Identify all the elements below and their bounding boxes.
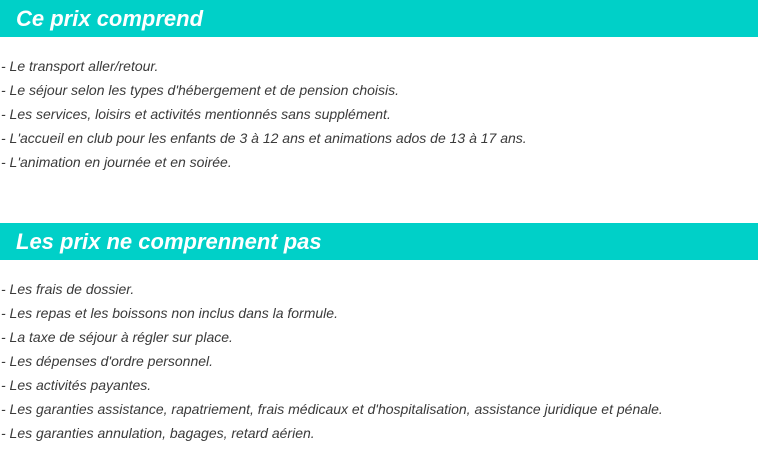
list-item: - L'accueil en club pour les enfants de 3 à 12 ans et animations ados de 13 à 17 ans. — [1, 130, 527, 146]
list-item: - L'animation en journée et en soirée. — [1, 154, 232, 170]
includes-list — [1, 54, 527, 174]
list-item: - Les dépenses d'ordre personnel. — [1, 353, 214, 369]
list-item: - Les frais de dossier. — [1, 281, 135, 297]
list-item: - Les garanties annulation, bagages, retard aérien. — [1, 425, 315, 441]
excludes-list — [1, 277, 663, 445]
list-item: - Les activités payantes. — [1, 377, 152, 393]
list-item: - Les repas et les boissons non inclus dans la formule. — [1, 305, 338, 321]
includes-section-title: Ce prix comprend — [0, 0, 758, 37]
list-item: - La taxe de séjour à régler sur place. — [1, 329, 233, 345]
list-item: - Les services, loisirs et activités mentionnés sans supplément. — [1, 106, 391, 122]
list-item: - Le séjour selon les types d'hébergement et de pension choisis. — [1, 82, 400, 98]
list-item: - Le transport aller/retour. — [1, 58, 159, 74]
excludes-section-title: Les prix ne comprennent pas — [0, 223, 758, 260]
list-item: - Les garanties assistance, rapatriement, frais médicaux et d'hospitalisation, assistance juridique et pénale. — [1, 401, 663, 417]
